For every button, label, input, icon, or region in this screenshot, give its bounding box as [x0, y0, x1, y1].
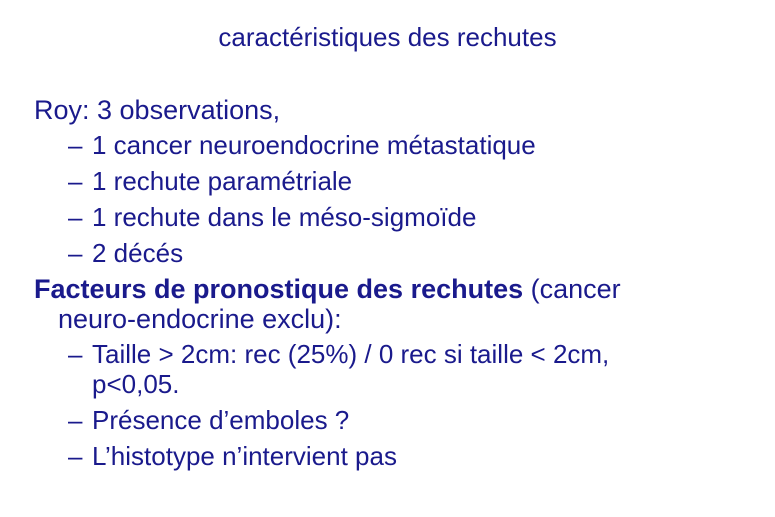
bullet-dash: –	[68, 166, 83, 196]
prognostic-factors-note: (cancer	[523, 274, 621, 304]
list-item	[34, 166, 754, 196]
list-item	[34, 405, 754, 435]
bullet-dash: –	[68, 441, 83, 471]
list-item-text: 2 décés	[92, 238, 184, 268]
list-item	[34, 238, 754, 268]
list-item-text: 1 rechute dans le méso-sigmoïde	[92, 202, 477, 232]
list-item-text: 1 cancer neuroendocrine métastatique	[92, 130, 536, 160]
roy-observations-heading: Roy: 3 observations,	[34, 95, 281, 125]
bullet-dash: –	[68, 130, 83, 160]
list-item-text: Taille > 2cm: rec (25%) / 0 rec si taille < 2cm,	[92, 339, 610, 369]
slide-title: caractéristiques des rechutes	[218, 22, 557, 52]
bullet-dash: –	[68, 339, 83, 369]
prognostic-factors-title: Facteurs de pronostique des rechutes	[34, 274, 524, 304]
list-item-text-cont: p<0,05.	[92, 369, 180, 399]
list-item	[34, 339, 754, 399]
list-item	[34, 130, 754, 160]
list-item-text: Présence d’emboles ?	[92, 405, 350, 435]
list-item-text: 1 rechute paramétriale	[92, 166, 353, 196]
prognostic-factors-note-cont: neuro-endocrine exclu):	[58, 304, 342, 334]
list-item	[34, 202, 754, 232]
bullet-dash: –	[68, 202, 83, 232]
prognostic-factors-heading	[34, 274, 754, 334]
list-item-text: L’histotype n’intervient pas	[92, 441, 397, 471]
slide-content	[34, 95, 754, 477]
bullet-dash: –	[68, 238, 83, 268]
list-item	[34, 441, 754, 471]
bullet-dash: –	[68, 405, 83, 435]
